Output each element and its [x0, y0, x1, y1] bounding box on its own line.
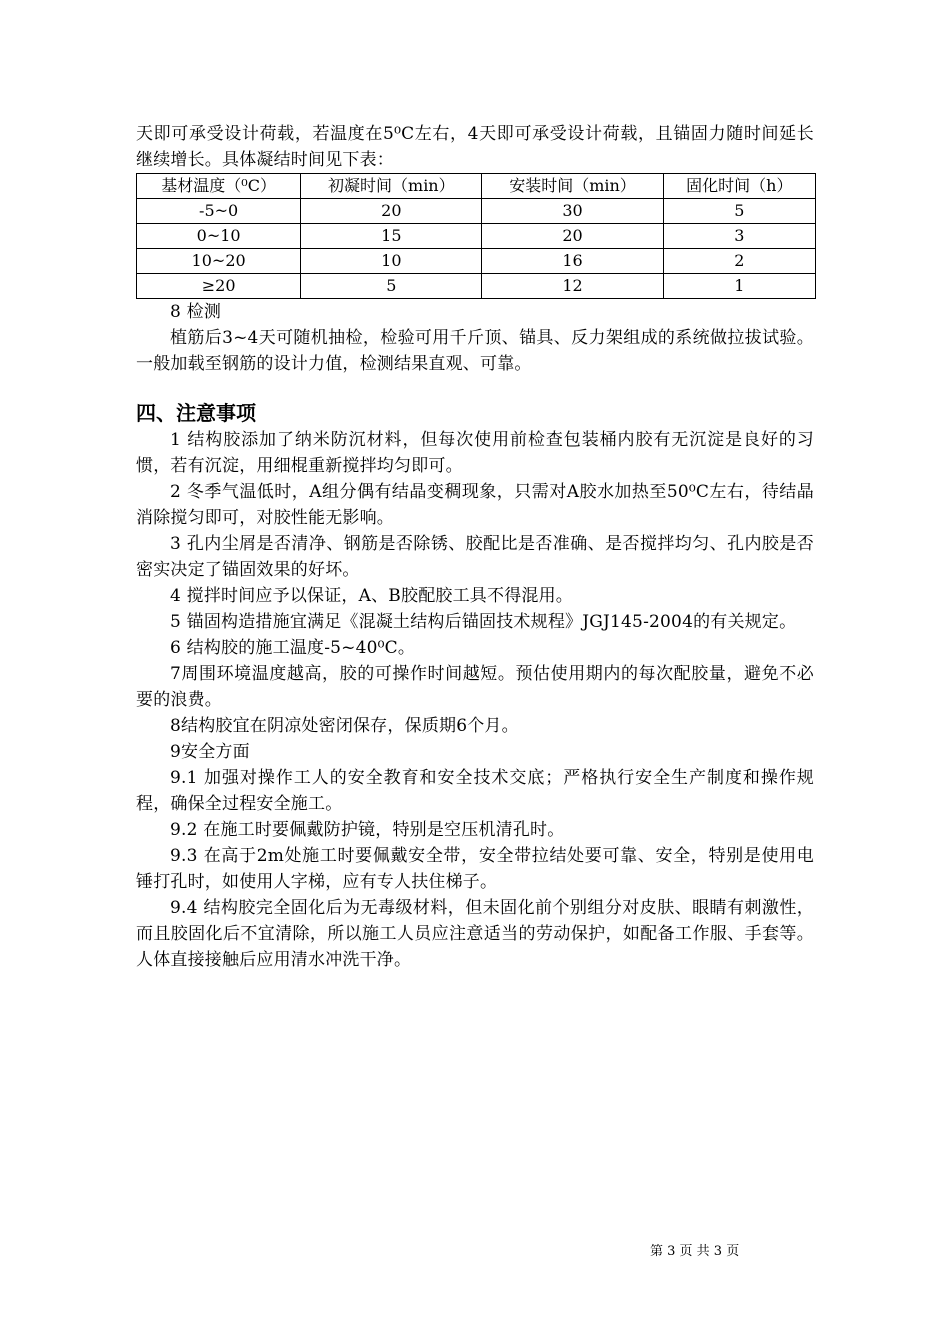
table-row [137, 199, 816, 224]
header-initial-set: 初凝时间（min） [301, 174, 482, 199]
table-cell: 20 [482, 224, 663, 249]
table-cell: 1 [663, 274, 815, 299]
table-cell: 5 [663, 199, 815, 224]
section-heading: 四、注意事项 [136, 401, 256, 425]
note-item-3: 3 孔内尘屑是否清净、钢筋是否除锈、胶配比是否准确、是否搅拌均匀、孔内胶是否密实决定了锚固效果的好坏。 [136, 534, 814, 580]
table-cell: 20 [301, 199, 482, 224]
table-cell: 12 [482, 274, 663, 299]
table-cell: 0~10 [137, 224, 301, 249]
detect-title: 8 检测 [170, 302, 222, 322]
document-body [136, 121, 814, 973]
note-item-9-2: 9.2 在施工时要佩戴防护镜，特别是空压机清孔时。 [170, 820, 565, 840]
table-cell: 15 [301, 224, 482, 249]
note-item-9: 9安全方面 [170, 742, 250, 762]
table-header-row [137, 174, 816, 199]
table-row [137, 274, 816, 299]
table-cell: 2 [663, 249, 815, 274]
table-cell: 5 [301, 274, 482, 299]
note-item-5: 5 锚固构造措施宜满足《混凝土结构后锚固技术规程》JGJ145-2004的有关规定。 [170, 612, 797, 632]
table-cell: -5~0 [137, 199, 301, 224]
note-item-9-1: 9.1 加强对操作工人的安全教育和安全技术交底；严格执行安全生产制度和操作规程，确保全过程安全施工。 [136, 768, 814, 814]
table-cell: 10 [301, 249, 482, 274]
detect-paragraph: 植筋后3~4天可随机抽检，检验可用千斤顶、锚具、反力架组成的系统做拉拔试验。一般加载至钢筋的设计力值，检测结果直观、可靠。 [136, 328, 814, 374]
table-cell: 30 [482, 199, 663, 224]
table-cell: ≥20 [137, 274, 301, 299]
note-item-7: 7周围环境温度越高，胶的可操作时间越短。预估使用期内的每次配胶量，避免不必要的浪费。 [136, 664, 814, 710]
note-item-2: 2 冬季气温低时，A组分偶有结晶变稠现象，只需对A胶水加热至50⁰C左右，待结晶消除搅匀即可，对胶性能无影响。 [136, 482, 814, 528]
header-install-time: 安装时间（min） [482, 174, 663, 199]
header-temperature: 基材温度（⁰C） [137, 174, 301, 199]
table-row [137, 224, 816, 249]
curing-time-table [136, 173, 816, 299]
intro-paragraph: 天即可承受设计荷载，若温度在5⁰C左右，4天即可承受设计荷载，且锚固力随时间延长继续增长。具体凝结时间见下表： [136, 124, 814, 170]
note-item-9-3: 9.3 在高于2m处施工时要佩戴安全带，安全带拉结处要可靠、安全，特别是使用电锤打孔时，如使用人字梯，应有专人扶住梯子。 [136, 846, 814, 892]
table-cell: 10~20 [137, 249, 301, 274]
note-item-6: 6 结构胶的施工温度-5~40⁰C。 [170, 638, 416, 658]
header-cure-time: 固化时间（h） [663, 174, 815, 199]
page-footer: 第 3 页 共 3 页 [650, 1244, 740, 1259]
note-item-1: 1 结构胶添加了纳米防沉材料，但每次使用前检查包装桶内胶有无沉淀是良好的习惯，若有沉淀，用细棍重新搅拌均匀即可。 [136, 430, 814, 476]
note-item-9-4: 9.4 结构胶完全固化后为无毒级材料，但未固化前个别组分对皮肤、眼睛有刺激性，而且胶固化后不宜清除，所以施工人员应注意适当的劳动保护，如配备工作服、手套等。人体直接接触后应用清水冲洗干净。 [136, 898, 814, 970]
table-cell: 16 [482, 249, 663, 274]
table-cell: 3 [663, 224, 815, 249]
note-item-8: 8结构胶宜在阴凉处密闭保存，保质期6个月。 [170, 716, 519, 736]
table-row [137, 249, 816, 274]
note-item-4: 4 搅拌时间应予以保证，A、B胶配胶工具不得混用。 [170, 586, 573, 606]
